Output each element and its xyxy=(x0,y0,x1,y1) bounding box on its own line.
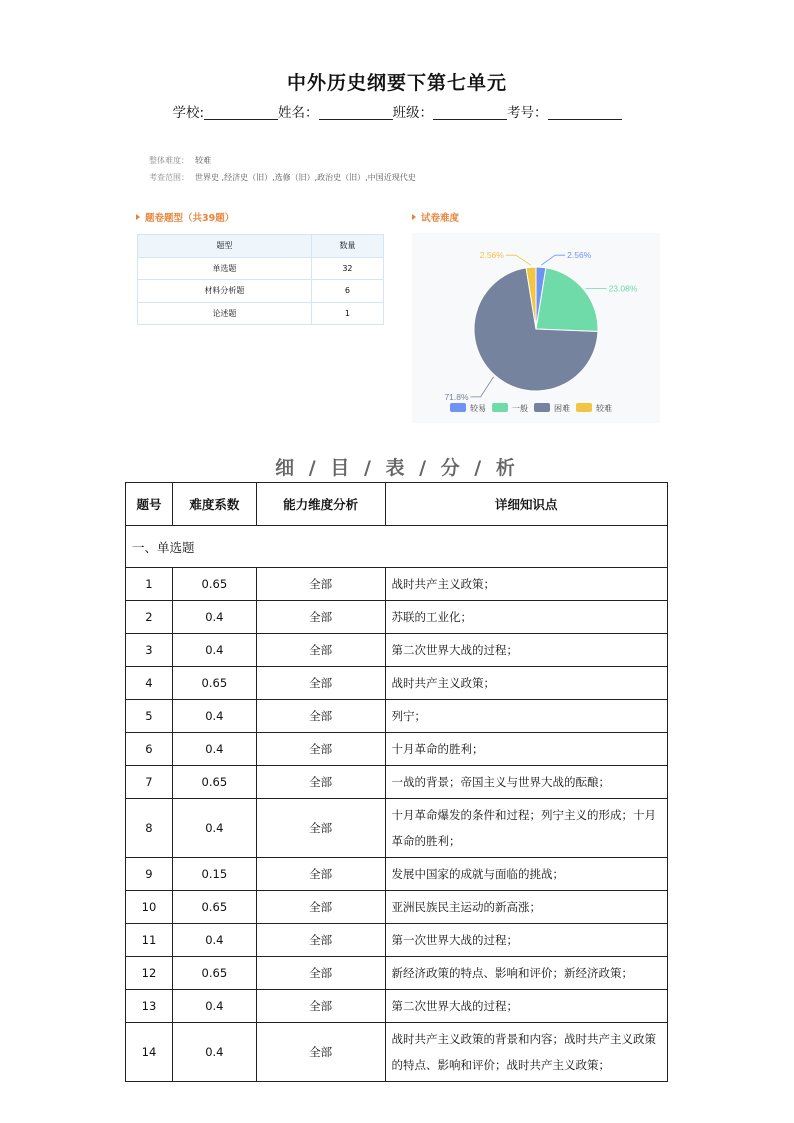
coef-cell: 0.4 xyxy=(172,733,256,766)
dim-cell: 全部 xyxy=(256,568,385,601)
legend-swatch-较难[interactable] xyxy=(576,403,592,412)
legend-label[interactable]: 一般 xyxy=(512,404,528,413)
knowledge-cell: 新经济政策的特点、影响和评价；新经济政策； xyxy=(385,957,667,990)
type-cell: 材料分析题 xyxy=(138,280,312,303)
knowledge-cell: 战时共产主义政策； xyxy=(385,568,667,601)
legend-swatch-困难[interactable] xyxy=(534,403,550,412)
dim-cell: 全部 xyxy=(256,891,385,924)
no-cell: 7 xyxy=(126,766,173,799)
triangle-bullet-icon xyxy=(412,214,416,220)
table-row xyxy=(126,766,668,799)
dim-cell: 全部 xyxy=(256,700,385,733)
no-cell: 8 xyxy=(126,799,173,858)
legend-swatch-一般[interactable] xyxy=(492,403,508,412)
overall-difficulty-label: 整体难度： xyxy=(149,156,189,165)
no-cell: 2 xyxy=(126,601,173,634)
table-row xyxy=(126,1023,668,1082)
school-label: 学校: xyxy=(172,105,205,121)
table-row xyxy=(126,601,668,634)
detail-table xyxy=(125,482,668,1082)
coef-cell: 0.65 xyxy=(172,957,256,990)
count-cell: 32 xyxy=(311,257,383,280)
coef-cell: 0.4 xyxy=(172,634,256,667)
dim-cell: 全部 xyxy=(256,957,385,990)
difficulty-heading-text: 试卷难度 xyxy=(421,213,460,224)
header-cell-dim: 能力维度分析 xyxy=(256,483,385,526)
coef-cell: 0.65 xyxy=(172,667,256,700)
no-cell: 3 xyxy=(126,634,173,667)
exam-scope-label: 考查范围： xyxy=(149,173,189,182)
dim-cell: 全部 xyxy=(256,733,385,766)
table-row xyxy=(138,280,384,303)
count-cell: 1 xyxy=(311,302,383,325)
question-types-heading-text: 题卷题型（共39题） xyxy=(145,213,235,224)
coef-cell: 0.65 xyxy=(172,891,256,924)
header-cell: 数量 xyxy=(311,235,383,258)
class-blank xyxy=(433,106,507,120)
header-cell-coef: 难度系数 xyxy=(172,483,256,526)
pie-data-label: 2.56% xyxy=(479,250,504,261)
table-header-row xyxy=(138,235,384,258)
no-cell: 4 xyxy=(126,667,173,700)
no-cell: 5 xyxy=(126,700,173,733)
knowledge-cell: 十月革命爆发的条件和过程；列宁主义的形成；十月革命的胜利； xyxy=(385,799,667,858)
table-row xyxy=(126,891,668,924)
legend-label[interactable]: 较难 xyxy=(596,404,612,413)
name-label: 姓名： xyxy=(278,105,319,121)
question-types-table xyxy=(137,234,384,325)
dim-cell: 全部 xyxy=(256,858,385,891)
exam-no-blank xyxy=(548,106,622,120)
knowledge-cell: 第一次世界大战的过程； xyxy=(385,924,667,957)
coef-cell: 0.65 xyxy=(172,568,256,601)
pie-slice-一般 xyxy=(536,268,598,332)
dim-cell: 全部 xyxy=(256,990,385,1023)
section-row xyxy=(126,526,668,568)
student-info-line xyxy=(0,101,794,121)
header-cell-no: 题号 xyxy=(126,483,173,526)
table-row xyxy=(126,568,668,601)
dim-cell: 全部 xyxy=(256,799,385,858)
dim-cell: 全部 xyxy=(256,667,385,700)
type-cell: 单选题 xyxy=(138,257,312,280)
question-types-heading xyxy=(136,210,234,224)
table-row xyxy=(126,924,668,957)
overall-difficulty xyxy=(149,155,211,166)
knowledge-cell: 发展中国家的成就与面临的挑战； xyxy=(385,858,667,891)
no-cell: 6 xyxy=(126,733,173,766)
dim-cell: 全部 xyxy=(256,601,385,634)
legend-label[interactable]: 困难 xyxy=(554,404,570,413)
page-title: 中外历史纲要下第七单元 xyxy=(286,72,507,94)
table-row xyxy=(126,733,668,766)
no-cell: 14 xyxy=(126,1023,173,1082)
difficulty-heading xyxy=(412,210,459,224)
detail-header-row xyxy=(126,483,668,526)
pie-leader-line xyxy=(541,255,565,265)
coef-cell: 0.4 xyxy=(172,990,256,1023)
coef-cell: 0.15 xyxy=(172,858,256,891)
table-row xyxy=(126,990,668,1023)
no-cell: 11 xyxy=(126,924,173,957)
dim-cell: 全部 xyxy=(256,766,385,799)
table-row xyxy=(126,799,668,858)
difficulty-pie-chart xyxy=(412,233,660,423)
class-label: 班级： xyxy=(392,105,434,121)
table-row xyxy=(126,667,668,700)
coef-cell: 0.4 xyxy=(172,601,256,634)
coef-cell: 0.4 xyxy=(172,799,256,858)
knowledge-cell: 列宁； xyxy=(385,700,667,733)
dim-cell: 全部 xyxy=(256,634,385,667)
table-row xyxy=(126,634,668,667)
knowledge-cell: 战时共产主义政策； xyxy=(385,667,667,700)
no-cell: 9 xyxy=(126,858,173,891)
coef-cell: 0.4 xyxy=(172,924,256,957)
count-cell: 6 xyxy=(311,280,383,303)
overall-difficulty-value: 较难 xyxy=(195,156,211,165)
name-blank xyxy=(319,106,393,120)
detail-table-title: 细 / 目 / 表 / 分 / 析 xyxy=(275,457,519,479)
exam-scope-value: 世界史 ,经济史（旧）,选修（旧）,政治史（旧）,中国近现代史 xyxy=(195,173,416,182)
dim-cell: 全部 xyxy=(256,1023,385,1082)
knowledge-cell: 苏联的工业化； xyxy=(385,601,667,634)
pie-chart-svg xyxy=(412,233,660,423)
legend-label[interactable]: 较易 xyxy=(470,404,486,413)
no-cell: 1 xyxy=(126,568,173,601)
pie-data-label: 23.08% xyxy=(608,283,638,294)
knowledge-cell: 十月革命的胜利； xyxy=(385,733,667,766)
coef-cell: 0.65 xyxy=(172,766,256,799)
knowledge-cell: 亚洲民族民主运动的新高涨； xyxy=(385,891,667,924)
no-cell: 10 xyxy=(126,891,173,924)
table-row xyxy=(126,700,668,733)
no-cell: 12 xyxy=(126,957,173,990)
knowledge-cell: 第二次世界大战的过程； xyxy=(385,634,667,667)
exam-no-label: 考号： xyxy=(507,105,548,121)
pie-data-label: 71.8% xyxy=(444,391,469,402)
table-row xyxy=(138,302,384,325)
exam-scope xyxy=(149,172,416,183)
legend-swatch-较易[interactable] xyxy=(450,403,466,412)
table-row xyxy=(126,858,668,891)
table-row xyxy=(138,257,384,280)
type-cell: 论述题 xyxy=(138,302,312,325)
coef-cell: 0.4 xyxy=(172,1023,256,1082)
header-cell-kp: 详细知识点 xyxy=(385,483,667,526)
pie-data-label: 2.56% xyxy=(567,250,592,261)
pie-leader-line xyxy=(471,377,494,397)
knowledge-cell: 战时共产主义政策的背景和内容；战时共产主义政策的特点、影响和评价；战时共产主义政策； xyxy=(385,1023,667,1082)
school-blank xyxy=(204,106,278,120)
header-cell: 题型 xyxy=(138,235,312,258)
section-label: 一、单选题 xyxy=(126,526,668,568)
pie-leader-line xyxy=(506,255,531,265)
table-row xyxy=(126,957,668,990)
dim-cell: 全部 xyxy=(256,924,385,957)
triangle-bullet-icon xyxy=(136,214,140,220)
knowledge-cell: 一战的背景；帝国主义与世界大战的酝酿； xyxy=(385,766,667,799)
no-cell: 13 xyxy=(126,990,173,1023)
knowledge-cell: 第二次世界大战的过程； xyxy=(385,990,667,1023)
coef-cell: 0.4 xyxy=(172,700,256,733)
